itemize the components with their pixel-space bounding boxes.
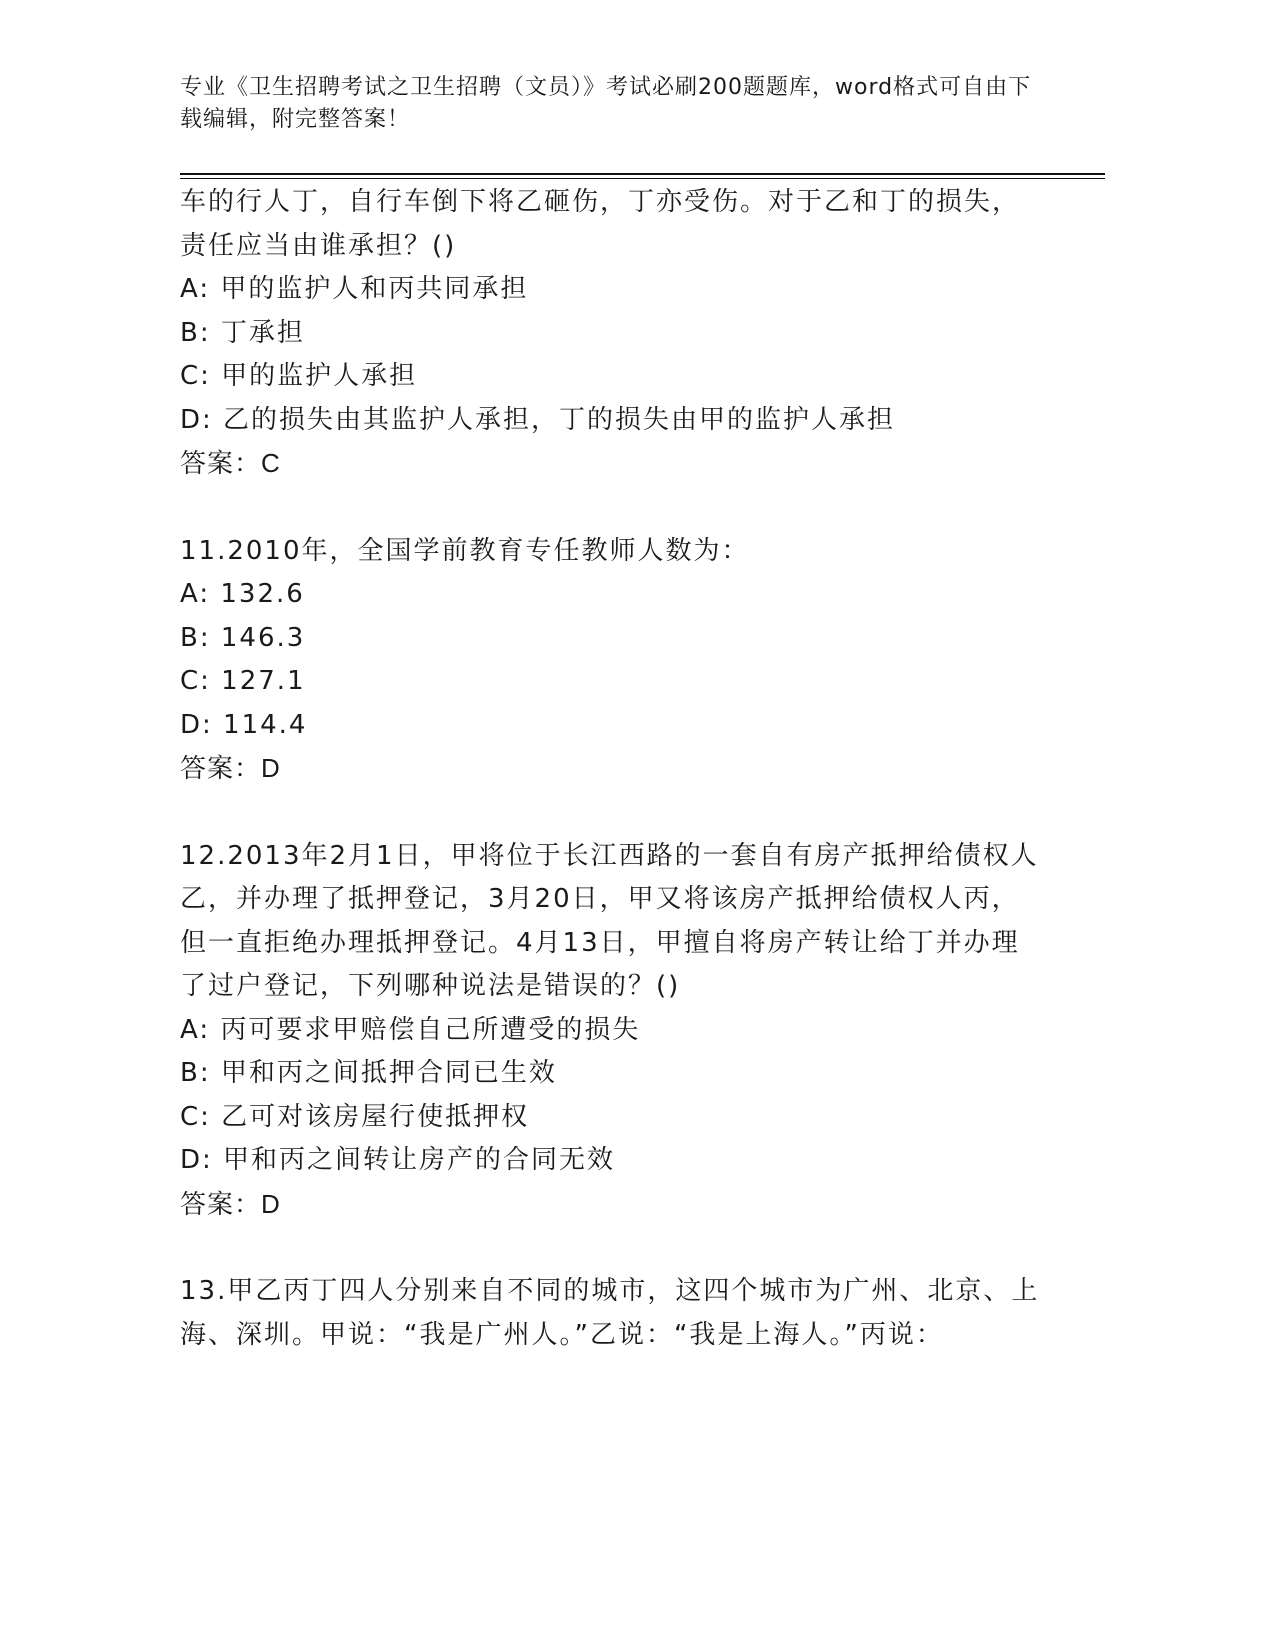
q11-option-a: A: 132.6	[180, 579, 305, 609]
q10-stem-line-2: 责任应当由谁承担？()	[180, 231, 457, 261]
q12-option-c: C: 乙可对该房屋行使抵押权	[180, 1102, 530, 1132]
q11-option-d: D: 114.4	[180, 710, 308, 740]
document-header: 专业《卫生招聘考试之卫生招聘（文员）》考试必刷200题题库，word格式可自由下载编辑，附完整答案！	[180, 75, 1032, 132]
q10-option-c: C: 甲的监护人承担	[180, 361, 418, 391]
q12-option-b: B: 甲和丙之间抵押合同已生效	[180, 1058, 557, 1088]
q12-answer: 答案：D	[180, 1189, 281, 1219]
q11-option-b: B: 146.3	[180, 623, 306, 653]
q12-option-a: A: 丙可要求甲赔偿自己所遭受的损失	[180, 1015, 641, 1045]
q10-answer: 答案：C	[180, 448, 281, 478]
q11-option-c: C: 127.1	[180, 666, 306, 696]
q13-stem-line-1: 13.甲乙丙丁四人分别来自不同的城市，这四个城市为广州、北京、上	[180, 1276, 1040, 1306]
q10-option-d: D: 乙的损失由其监护人承担，丁的损失由甲的监护人承担	[180, 405, 896, 435]
q12-option-d: D: 甲和丙之间转让房产的合同无效	[180, 1145, 616, 1175]
q12-stem-line-1: 12.2013年2月1日，甲将位于长江西路的一套自有房产抵押给债权人	[180, 841, 1039, 871]
q10-option-a: A: 甲的监护人和丙共同承担	[180, 274, 529, 304]
q11-answer: 答案：D	[180, 753, 281, 783]
q12-stem-line-2: 乙，并办理了抵押登记，3月20日，甲又将该房产抵押给债权人丙，	[180, 884, 1020, 914]
q10-option-b: B: 丁承担	[180, 318, 305, 348]
header-divider-thin	[180, 178, 1105, 179]
q13-stem-line-2: 海、深圳。甲说：“我是广州人。”乙说：“我是上海人。”丙说：	[180, 1320, 944, 1350]
header-divider-thick	[180, 173, 1105, 175]
q12-stem-line-3: 但一直拒绝办理抵押登记。4月13日，甲擅自将房产转让给丁并办理	[180, 928, 1020, 958]
q10-stem-line-1: 车的行人丁，自行车倒下将乙砸伤，丁亦受伤。对于乙和丁的损失，	[180, 187, 1021, 217]
q11-stem-line-1: 11.2010年，全国学前教育专任教师人数为：	[180, 536, 750, 566]
q12-stem-line-4: 了过户登记，下列哪种说法是错误的？()	[180, 971, 681, 1001]
